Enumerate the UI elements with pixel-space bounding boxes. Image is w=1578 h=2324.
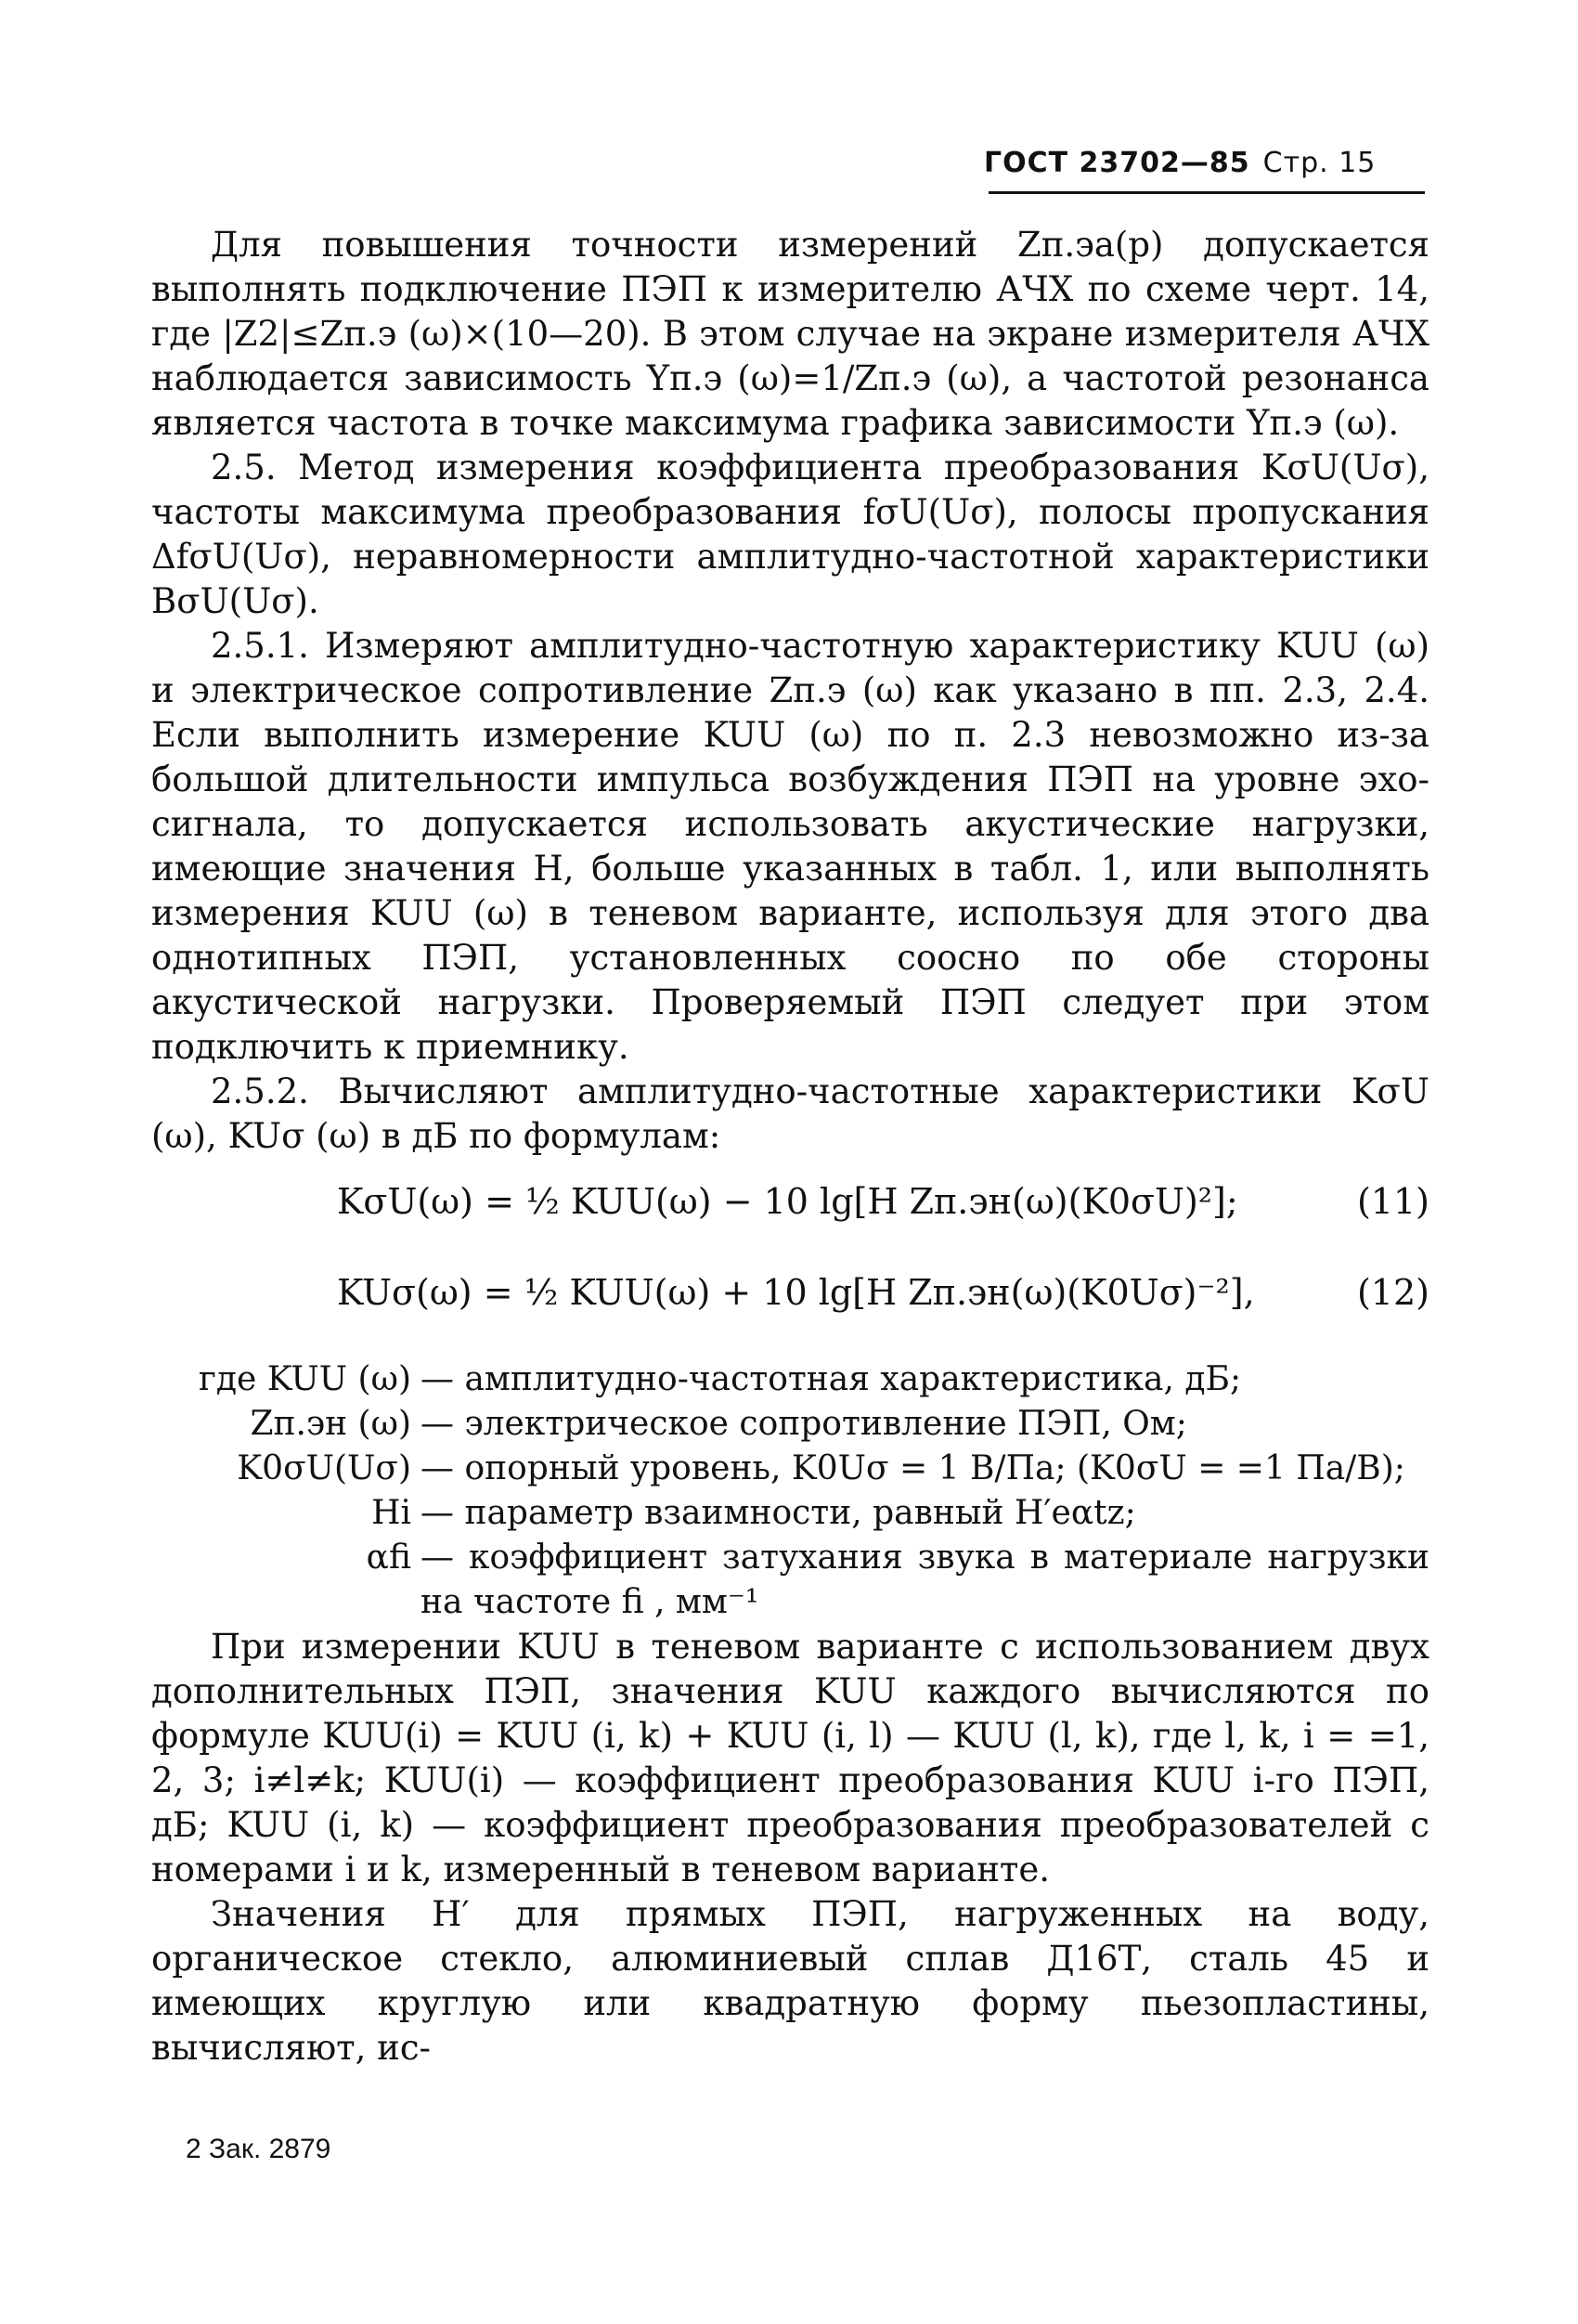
definition-symbol: K0σU(Uσ) — [237, 1449, 411, 1487]
definitions-list — [151, 1357, 1429, 1625]
page-number: Стр. 15 — [1262, 147, 1377, 179]
paragraph-2-5-1: 2.5.1. Измеряют амплитудно-частотную характеристику KUU (ω) и электрическое сопротивление Zп.э (ω) как указано в пп. 2.3, 2.4. Если выполнить измерение KUU (ω) по п. 2.3 невозможно из-за большой длительности импульса возбуждения ПЭП на уровне эхо-сигнала, то допускается использовать акустические нагрузки, имеющие значения H, больше указанных в табл. 1, или выполнять измерения KUU (ω) в теневом варианте, используя для этого два однотипных ПЭП, установленных соосно по обе стороны акустической нагрузки. Проверяемый ПЭП следует при этом подключить к приемнику. — [151, 626, 1429, 1067]
page-footer: 2 Зак. 2879 — [186, 2134, 331, 2164]
definition-row — [151, 1491, 1429, 1536]
paragraph-shadow-variant: При измерении KUU в теневом варианте с использованием двух дополнительных ПЭП, значения KUU каждого вычисляются по формуле KUU(i) = KUU (i, k) + KUU (i, l) — KUU (l, k), где l, k, i = =1, 2, 3; i≠l≠k; KUU(i) — коэффициент преобразования KUU i-го ПЭП, дБ; KUU (i, k) — коэффициент преобразования преобразователей с номерами i и k, измеренный в теневом варианте. — [151, 1627, 1429, 1889]
equation-number: (11) — [1356, 1181, 1429, 1222]
definition-symbol: где KUU (ω) — [199, 1360, 411, 1398]
definition-text: — опорный уровень, K0Uσ = 1 В/Па; (K0σU = =1 Па/В); — [420, 1449, 1405, 1487]
section-2-5-title: 2.5. Метод измерения коэффициента преобразования KσU(Uσ), частоты максимума преобразования fσU(Uσ), полосы пропускания ΔfσU(Uσ), неравномерности амплитудно-частотной характеристики BσU(Uσ). — [151, 448, 1429, 621]
definition-row — [151, 1447, 1429, 1491]
standard-number: ГОСТ 23702—85 — [984, 147, 1250, 179]
equation-12 — [151, 1250, 1429, 1341]
header-rule — [989, 191, 1425, 194]
definition-text: — параметр взаимности, равный H′eαtz; — [420, 1494, 1136, 1532]
definition-row — [151, 1402, 1429, 1447]
paragraph-h-values: Значения H′ для прямых ПЭП, нагруженных на воду, органическое стекло, алюминиевый сплав Д16Т, сталь 45 и имеющих круглую или квадратную форму пьезопластины, вычисляют, ис- — [151, 1894, 1429, 2068]
equation-formula: KσU(ω) = ½ KUU(ω) − 10 lg[H Zп.эн(ω)(K0σU)²]; — [337, 1181, 1238, 1222]
definition-symbol: Zп.эн (ω) — [250, 1405, 411, 1443]
equation-11 — [151, 1159, 1429, 1250]
page-header — [984, 147, 1376, 179]
definition-row — [151, 1357, 1429, 1402]
paragraph-2-5-2: 2.5.2. Вычисляют амплитудно-частотные характеристики KσU (ω), KUσ (ω) в дБ по формулам: — [151, 1071, 1429, 1156]
equation-number: (12) — [1356, 1272, 1429, 1313]
definition-text: — электрическое сопротивление ПЭП, Ом; — [420, 1405, 1187, 1443]
document-body — [151, 223, 1429, 2071]
paragraph-accuracy: Для повышения точности измерений Zп.эa(p) допускается выполнять подключение ПЭП к измерителю АЧХ по схеме черт. 14, где |Z2|≤Zп.э (ω)×(10—20). В этом случае на экране измерителя АЧХ наблюдается зависимость Yп.э (ω)=1/Zп.э (ω), а частотой резонанса является частота в точке максимума графика зависимости Yп.э (ω). — [151, 225, 1429, 443]
definition-symbol: Hi — [371, 1494, 411, 1532]
definition-symbol: αfi — [366, 1539, 411, 1577]
definition-text: — коэффициент затухания звука в материале нагрузки на частоте fi , мм⁻¹ — [420, 1539, 1429, 1621]
equation-formula: KUσ(ω) = ½ KUU(ω) + 10 lg[H Zп.эн(ω)(K0Uσ)⁻²], — [337, 1272, 1255, 1313]
definition-text: — амплитудно-частотная характеристика, дБ; — [420, 1360, 1242, 1398]
definition-row — [151, 1536, 1429, 1625]
